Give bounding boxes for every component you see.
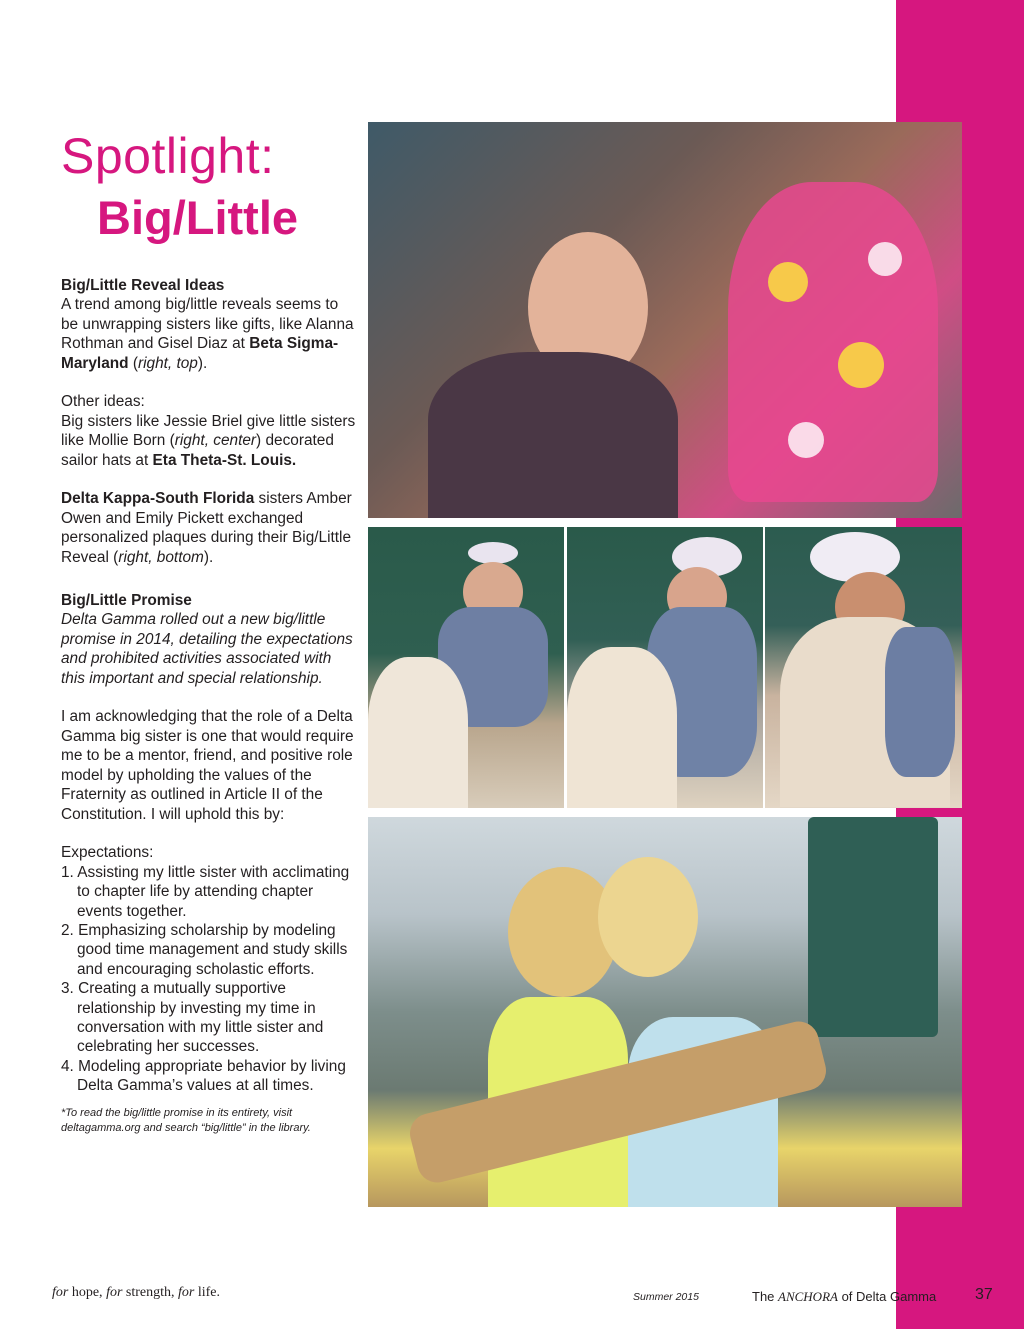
page-title-line2: Big/Little: [97, 191, 299, 244]
photo-sailor-hat-1: [368, 527, 564, 808]
reveal-paragraph-2: Big sisters like Jessie Briel give little sisters like Mollie Born (right, center) decorated sailor hats at Eta Theta-St. Louis.: [61, 412, 356, 469]
publication-name: The ANCHORA of Delta Gamma: [752, 1289, 937, 1304]
page-title-line1: Spotlight:: [61, 128, 275, 184]
tagline: for hope, for strength, for life.: [52, 1285, 221, 1300]
list-item: 4. Modeling appropriate behavior by living Delta Gamma’s values at all times.: [61, 1057, 346, 1095]
photo-paddle-exchange: [368, 817, 962, 1207]
list-item: 1. Assisting my little sister with acclimating to chapter life by attending chapter events together.: [61, 863, 350, 920]
photo-sailor-hat-2: [567, 527, 763, 808]
issue-season: Summer 2015: [633, 1291, 699, 1303]
footnote: *To read the big/little promise in its entirety, visit deltagamma.org and search “big/little” in the library.: [61, 1106, 311, 1134]
promise-body: I am acknowledging that the role of a Delta Gamma big sister is one that would require me to be a mentor, friend, and positive role model by upholding the values of the Fraternity as outlined in Article II of the Constitution. I will uphold this by:: [61, 708, 354, 823]
other-ideas-label: Other ideas:: [61, 393, 145, 411]
reveal-paragraph-3: Delta Kappa-South Florida sisters Amber Owen and Emily Pickett exchanged personalized plaques during their Big/Little Reveal (right, bottom).: [61, 490, 352, 566]
list-item: 2. Emphasizing scholarship by modeling good time management and study skills and encouraging scholastic efforts.: [61, 921, 348, 978]
article-column: [61, 276, 356, 1136]
expectations-list: [61, 863, 356, 1096]
promise-intro: Delta Gamma rolled out a new big/little promise in 2014, detailing the expectations and prohibited activities associated with this important and special relationship.: [61, 611, 353, 687]
expectations-label: Expectations:: [61, 844, 154, 862]
photo-gift-wrap-reveal: [368, 122, 962, 518]
photo-sailor-hat-3: [765, 527, 962, 808]
reveal-heading: Big/Little Reveal Ideas: [61, 277, 225, 294]
list-item: 3. Creating a mutually supportive relationship by investing my time in conversation with my little sister and celebrating her successes.: [61, 980, 324, 1056]
promise-heading: Big/Little Promise: [61, 592, 192, 610]
page-number: 37: [975, 1286, 993, 1303]
reveal-paragraph-1: A trend among big/little reveals seems to be unwrapping sisters like gifts, like Alanna Rothman and Gisel Diaz at Beta Sigma-Maryland (right, top).: [61, 296, 354, 372]
